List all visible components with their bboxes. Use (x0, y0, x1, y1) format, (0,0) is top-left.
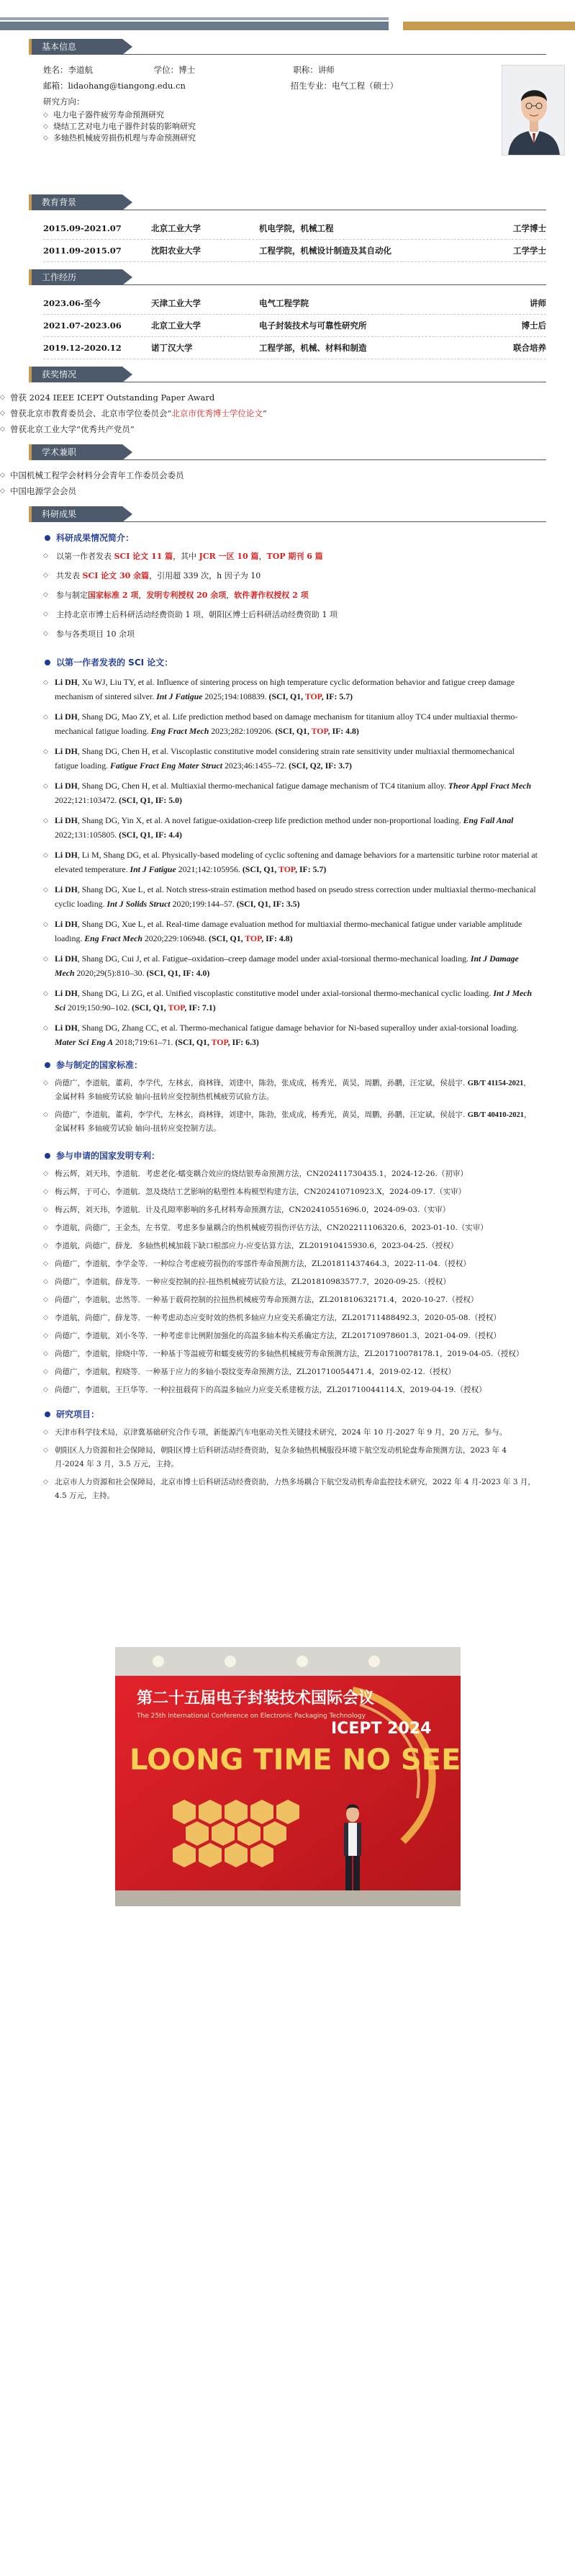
basic-info (0, 62, 575, 189)
paper-first-author: Li DH (55, 781, 78, 791)
paper-index: (SCI, Q1, IF: 3.5) (236, 898, 300, 909)
section-mark (29, 194, 32, 210)
paper-journal: Eng Fract Mech (150, 725, 209, 736)
awards-list (0, 390, 575, 437)
paper-body: , Xu WJ, Liu TY, et al. Influence of sintering process on high temperature cyclic deformation behavior and fatigue creep damage mechanism of sintered silver. (55, 677, 515, 701)
paper-item (43, 987, 546, 1015)
summary-highlight: SCI 论文 30 余篇 (82, 571, 150, 580)
paper-item (43, 883, 546, 911)
conference-photo (115, 1647, 461, 1906)
standard-title: ，金属材料 多轴疲劳试验 轴向-扭转应变控制热机械疲劳试验方法。 (55, 1079, 531, 1101)
paper-body: , Shang DG, Yin X, et al. A novel fatigue-oxidation-creep life prediction method under non-proportional loading. (77, 815, 463, 825)
work-dept: 电气工程学院 (259, 298, 309, 308)
work-dept: 工程学部，机械、材料和制造 (259, 343, 367, 353)
patent-item: ◇ 尚德广，李道航，程晓等．一种基于应力的多轴小裂纹变寿命预测方法，ZL201710054471.4，2019-02-12.（授权） (43, 1365, 546, 1379)
paper-first-author: Li DH (55, 953, 78, 964)
basic-row-2 (43, 78, 546, 94)
paper-impact: , IF: 6.3) (227, 1036, 259, 1047)
standard-item (43, 1108, 546, 1136)
section-mark (29, 39, 32, 55)
summary-text: 参与各类项目 10 余项 (56, 629, 135, 639)
summary-heading: 科研成果情况简介： (43, 529, 546, 547)
section-header-awards (0, 367, 575, 384)
work-period: 2023.06-至今 (43, 298, 101, 308)
paper-item (43, 814, 546, 842)
work-table (0, 292, 575, 359)
patents-heading: 参与申请的国家发明专利： (43, 1147, 546, 1164)
section-header-academic (0, 444, 575, 462)
paper-item (43, 710, 546, 738)
patent-item: ◇ 尚德广，李道航，徐晓中等．一种基于等温疲劳和蠕变疲劳的多轴热机械疲劳寿命预测方法，ZL201710078178.1，2019-04-05.（授权） (43, 1347, 546, 1361)
email-label: 邮箱： (43, 81, 68, 91)
summary-item (43, 605, 546, 624)
paper-journal: Int J Damage Mech (55, 953, 519, 978)
standards-list (43, 1077, 546, 1136)
summary-text: 以第一作者发表 (56, 552, 114, 561)
summary-text: ， (226, 591, 235, 600)
paper-body: , Shang DG, Li ZG, et al. Unified viscoplastic constitutive model under axial-torsional thermo-mechanical cyclic loading. (77, 988, 494, 998)
work-period: 2019.12-2020.12 (43, 343, 122, 353)
paper-top-badge: TOP (245, 933, 262, 943)
paper-impact: , IF: 4.8) (327, 725, 359, 736)
summary-text: 主持北京市博士后科研活动经费资助 1 项、朝阳区博士后科研活动经费资助 1 项 (56, 610, 338, 619)
patent-item: ◇ 梅云辉，刘天玮，李道航．考虑老化-蠕变耦合效应的烧结银寿命预测方法，CN202411730435.1，2024-12-26.（初审） (43, 1167, 546, 1181)
conference-banner-image (115, 1647, 461, 1906)
summary-highlight: JCR 一区 10 篇 (199, 552, 259, 561)
summary-highlight: SCI 论文 11 篇 (114, 552, 173, 561)
section-mark (29, 367, 32, 382)
section-title: 基本信息 (29, 39, 122, 55)
paper-item (43, 952, 546, 980)
title-cell (293, 62, 335, 78)
paper-first-author: Li DH (55, 1023, 78, 1033)
paper-top-badge: TOP (279, 863, 296, 874)
paper-index: (SCI, Q1, IF: 5.0) (119, 794, 182, 805)
education-degree: 工学博士 (513, 223, 546, 233)
degree-label: 学位： (153, 65, 179, 75)
paper-journal: Eng Fract Mech (84, 933, 142, 943)
work-org: 诺丁汉大学 (151, 343, 193, 353)
degree-value: 博士 (178, 65, 196, 75)
degree-cell (154, 62, 291, 78)
paper-index: (SCI, Q1, (209, 933, 245, 943)
project-item: ◇ 北京市人力资源和社会保障局，北京市博士后科研活动经费资助，力热多场耦合下航空发动机寿命监控技术研究，2022 年 4 月-2023 年 3 月，4.5 万元，主持。 (43, 1476, 546, 1503)
paper-journal: Mater Sci Eng A (55, 1036, 114, 1047)
section-header-research (0, 506, 575, 524)
patent-item: ◇ 李道航，尚德广，王金杰，左书堂．考虑多参量耦合的热机械疲劳损伤评估方法，CN202211106320.6，2023-01-10.（实审） (43, 1221, 546, 1235)
work-org: 北京工业大学 (151, 320, 201, 331)
academic-item: ◇ 中国机械工程学会材料分会青年工作委员会委员 (0, 467, 546, 483)
paper-index: (SCI, Q1, IF: 4.4) (119, 829, 182, 840)
banner-bar-gray (0, 22, 389, 30)
email-value[interactable]: lidaohang@tiangong.edu.cn (68, 81, 186, 91)
standard-title: ，金属材料 多轴疲劳试验 轴向-扭转应变控制方法。 (55, 1110, 532, 1133)
paper-body: , Shang DG, Xue L, et al. Real-time damage evaluation method for multiaxial thermo-mechanical fatigue under variable amplitude loading. (55, 919, 522, 943)
paper-volume: 2020;199:144–57. (170, 898, 237, 909)
summary-item (43, 566, 546, 585)
patent-item: ◇ 梅云辉，刘天玮，李道航．计及孔隙率影响的多孔材料寿命预测方法，CN202410551696.0，2024-09-03.（实审） (43, 1203, 546, 1217)
paper-journal: Eng Fail Anal (463, 815, 514, 825)
paper-volume: 2023;282:109206. (209, 725, 276, 736)
directions-list (43, 109, 546, 144)
award-item (0, 421, 546, 437)
paper-index: (SCI, Q1, (175, 1036, 212, 1047)
education-dept: 工程学院，机械设计制造及其自动化 (259, 246, 391, 256)
summary-highlight: TOP 期刊 6 篇 (266, 552, 323, 561)
profile-photo (502, 65, 565, 156)
paper-item (43, 779, 546, 807)
summary-text: ，引用超 339 次，h 因子为 10 (149, 571, 261, 580)
section-header-work (0, 269, 575, 287)
summary-list (43, 547, 546, 644)
conference-title-en: The 25th International Conference on Electronic Packaging Technology (136, 1713, 366, 1720)
standards-heading: 参与制定的国家标准： (43, 1056, 546, 1074)
summary-highlight: 软件著作权授权 2 项 (234, 591, 309, 600)
paper-volume: 2019;150:90–102. (65, 1002, 132, 1013)
major-label: 招生专业： (290, 81, 332, 91)
award-item (0, 390, 546, 405)
research-direction-item: ◇ 电力电子器件疲劳寿命预测研究 (43, 109, 546, 121)
paper-impact: , IF: 5.7) (295, 863, 327, 874)
paper-first-author: Li DH (55, 850, 78, 860)
title-value: 讲师 (317, 65, 335, 75)
projects-heading: 研究项目： (43, 1406, 546, 1423)
summary-item (43, 547, 546, 566)
section-header-education (0, 194, 575, 212)
standard-code: GB/T 40410-2021 (467, 1111, 524, 1119)
education-school: 北京工业大学 (151, 223, 201, 233)
paper-item (43, 917, 546, 946)
paper-body: , Shang DG, Zhang CC, et al. Thermo-mechanical fatigue damage behavior for Ni-based superalloy under axial-torsional loading. (77, 1023, 519, 1033)
work-role: 讲师 (530, 298, 546, 308)
papers-heading: 以第一作者发表的 SCI 论文： (43, 654, 546, 671)
patent-item: ◇ 尚德广，李道航，薛龙等．一种应变控制的拉-扭热机械疲劳试验方法，ZL201810983577.7，2020-09-25.（授权） (43, 1275, 546, 1289)
education-dept: 机电学院，机械工程 (259, 223, 334, 233)
project-item: ◇ 天津市科学技术局，京津冀基础研究合作专项，新能源汽车电驱动关性关键技术研究，2024 年 10 月-2027 年 9 月，20 万元，参与。 (43, 1426, 546, 1440)
research-content (0, 529, 575, 1503)
basic-row-1 (43, 62, 546, 78)
education-period: 2011.09-2015.07 (43, 246, 122, 256)
projects-list (43, 1426, 546, 1503)
work-role: 联合培养 (513, 343, 546, 353)
work-row (43, 337, 546, 359)
patent-item: ◇ 梅云辉，于可心，李道航．忽及烧结工艺影响的粘塑性本构模型构建方法，CN202410710923.X，2024-09-17.（实审） (43, 1185, 546, 1199)
education-row (43, 217, 546, 240)
patent-item: ◇ 尚德广，李道航，王巨华等．一种拉扭载荷下的高温多轴应力应变关系建模方法，ZL201710044114.X，2019-04-19.（授权） (43, 1383, 546, 1397)
summary-text: ，其中 (173, 552, 199, 561)
standard-authors: 尚德广，李道航，董莉，李学代，左林玄，商林锋，刘建中，陈勃，张成成，杨秀光，黄昊，周鹏，孙鹏，汪定斌，侯晨宇. (55, 1110, 468, 1119)
paper-body: , Shang DG, Cui J, et al. Fatigue–oxidation–creep damage model under axial-torsional thermo-mechanical loading. (77, 953, 471, 964)
paper-index: (SCI, Q1, IF: 4.0) (146, 967, 210, 978)
name-cell (43, 62, 151, 78)
paper-impact: , IF: 4.8) (261, 933, 293, 943)
section-mark (29, 506, 32, 522)
footer-space (0, 1906, 575, 2014)
email-cell (43, 78, 288, 94)
section-title: 学术兼职 (29, 444, 122, 460)
paper-first-author: Li DH (55, 815, 78, 825)
name-value: 李道航 (68, 65, 93, 75)
slogan-text: LOONG TIME NO SEE (129, 1743, 461, 1777)
patent-item: ◇ 尚德广，李道航，李学金等．一种综合考虑疲劳损伤的零部件寿命预测方法，ZL201811437464.3，2022-11-04.（授权） (43, 1257, 546, 1271)
patent-item: ◇ 李道航，尚德广，薛龙等．一种考虑动态应变时效的热机多轴应力应变关系确定方法，ZL201711488492.3，2020-05-08.（授权） (43, 1311, 546, 1325)
paper-item (43, 676, 546, 704)
top-banner (0, 0, 575, 33)
award-text: 曾获 2024 IEEE ICEPT Outstanding Paper Award (10, 392, 215, 403)
directions-label: 研究方向： (43, 97, 85, 107)
award-highlight: 北京市优秀博士学位论文 (171, 408, 263, 418)
research-direction-item: ◇ 烧结工艺对电力电子器件封装的影响研究 (43, 121, 546, 133)
education-school: 沈阳农业大学 (151, 246, 201, 256)
paper-first-author: Li DH (55, 712, 78, 722)
summary-text: ， (138, 591, 147, 600)
paper-index: (SCI, Q2, IF: 3.7) (289, 760, 352, 771)
paper-volume: 2020;29(5):810–30. (74, 967, 147, 978)
patent-item: ◇ 尚德广，李道航，刘小冬等．一种考虑非比例附加强化的高温多轴本构关系确定方法，ZL201710978601.3，2021-04-09.（授权） (43, 1329, 546, 1343)
award-text-end: ” (262, 408, 267, 418)
paper-body: , Li M, Shang DG, et al. Physically-based modeling of cyclic softening and damage behaviors for a martensitic turbine rotor material at elevated temperature. (55, 850, 538, 874)
person-portrait (502, 66, 565, 156)
education-period: 2015.09-2021.07 (43, 223, 122, 233)
paper-item (43, 1021, 546, 1049)
summary-highlight: 国家标准 2 项 (88, 591, 139, 600)
name-label: 姓名： (43, 65, 68, 75)
standard-item (43, 1077, 546, 1104)
work-role: 博士后 (521, 320, 546, 331)
paper-body: , Shang DG, Chen H, et al. Multiaxial thermo-mechanical fatigue damage mechanism of TC4 titanium alloy. (77, 781, 448, 791)
paper-index: (SCI, Q1, (242, 863, 279, 874)
research-direction-item: ◇ 多轴热机械疲劳损伤机理与寿命预测研究 (43, 133, 546, 144)
paper-item (43, 745, 546, 773)
summary-text: 共发表 (56, 571, 83, 580)
education-table (0, 217, 575, 262)
paper-impact: , IF: 7.1) (184, 1002, 216, 1013)
work-row (43, 315, 546, 337)
summary-highlight: 发明专利授权 20 余项 (146, 591, 227, 600)
paper-index: (SCI, Q1, (268, 691, 305, 701)
paper-volume: 2023;46:1455–72. (222, 760, 289, 771)
paper-impact: , IF: 5.7) (321, 691, 353, 701)
paper-journal: Int J Fatigue (130, 863, 176, 874)
paper-volume: 2020;229:106948. (142, 933, 209, 943)
paper-journal: Theor Appl Fract Mech (448, 781, 532, 791)
paper-volume: 2025;194:108839. (202, 691, 269, 701)
patents-list (43, 1167, 546, 1397)
patent-item: ◇ 李道航，尚德广，薛龙．多轴热机械加载下缺口根部应力-应变估算方法，ZL201910415930.6，2023-04-25.（授权） (43, 1239, 546, 1253)
section-title: 科研成果 (29, 506, 122, 522)
paper-item (43, 848, 546, 876)
paper-body: , Shang DG, Chen H, et al. Viscoplastic constitutive model considering strain rate sensitivity under multiaxial thermomechanical fatigue loading. (55, 746, 515, 771)
banner-stripe (0, 17, 389, 20)
section-header-basic (0, 39, 575, 56)
paper-journal: Int J Mech Sci (55, 988, 533, 1013)
project-item: ◇ 朝阳区人力资源和社会保障局，朝阳区博士后科研活动经费资助，复杂多轴热机械服役环境下航空发动机轮盘寿命预测方法，2023 年 4 月-2024 年 3 月，3.5 万元，主持。 (43, 1444, 546, 1471)
standard-code: GB/T 41154-2021 (467, 1080, 524, 1087)
section-mark (29, 444, 32, 460)
section-title: 教育背景 (29, 194, 122, 210)
academic-list (0, 467, 575, 499)
major-cell (291, 78, 399, 94)
paper-first-author: Li DH (55, 988, 78, 998)
paper-first-author: Li DH (55, 919, 78, 929)
paper-journal: Int J Fatigue (156, 691, 203, 701)
paper-top-badge: TOP (311, 725, 328, 736)
education-degree: 工学学士 (513, 246, 546, 256)
paper-first-author: Li DH (55, 884, 78, 894)
paper-first-author: Li DH (55, 677, 78, 687)
summary-item (43, 624, 546, 644)
section-mark (29, 269, 32, 285)
event-name: ICEPT 2024 (330, 1720, 431, 1738)
paper-body: , Shang DG, Xue L, et al. Notch stress-strain estimation method based on pseudo stress correction under multiaxial thermo-mechanical cyclic loading. (55, 884, 536, 909)
paper-top-badge: TOP (211, 1036, 228, 1047)
summary-text: ， (258, 552, 267, 561)
award-text: 曾获北京工业大学“优秀共产党员” (10, 424, 135, 434)
summary-item (43, 585, 546, 605)
paper-volume: 2022;121:103472. (55, 794, 119, 805)
papers-list (43, 676, 546, 1049)
education-row (43, 240, 546, 262)
standard-authors: 尚德广，李道航，董莉，李学代，左林玄，商林锋，刘建中，陈勃，张成成，杨秀光，黄昊，周鹏，孙鹏，汪定斌，侯晨宇. (55, 1079, 468, 1087)
academic-item: ◇ 中国电源学会会员 (0, 483, 546, 499)
paper-top-badge: TOP (168, 1002, 185, 1013)
major-value: 电气工程（硕士） (332, 81, 399, 91)
banner-bar-gold (403, 22, 575, 30)
paper-index: (SCI, Q1, (275, 725, 312, 736)
section-title: 工作经历 (29, 269, 122, 285)
paper-index: (SCI, Q1, (132, 1002, 168, 1013)
conference-title-cn: 第二十五届电子封装技术国际会议 (136, 1689, 374, 1707)
paper-volume: 2018;719:61–71. (113, 1036, 176, 1047)
paper-volume: 2022;131:105805. (55, 829, 119, 840)
paper-volume: 2021;142:105956. (176, 863, 243, 874)
work-dept: 电子封装技术与可靠性研究所 (259, 320, 367, 331)
award-text: 曾获北京市教育委员会、北京市学位委员会“ (10, 408, 172, 418)
paper-journal: Fatigue Fract Eng Mater Struct (110, 760, 223, 771)
work-row (43, 292, 546, 315)
title-label: 职称： (293, 65, 318, 75)
section-title: 获奖情况 (29, 367, 122, 382)
patent-item: ◇ 尚德广，李道航，忠然等．一种基于载荷控制的拉扭热机械疲劳寿命预测方法，ZL201810632171.4，2020-10-27.（授权） (43, 1293, 546, 1307)
work-org: 天津工业大学 (151, 298, 201, 308)
paper-top-badge: TOP (304, 691, 322, 701)
summary-text: 参与制定 (56, 591, 88, 600)
work-period: 2021.07-2023.06 (43, 320, 122, 331)
award-item (0, 405, 546, 421)
paper-body: , Shang DG, Mao ZY, et al. Life prediction method based on damage mechanism for titanium alloy TC4 under multiaxial thermo-mechanical fatigue loading. (55, 712, 518, 736)
paper-journal: Int J Solids Struct (107, 898, 171, 909)
paper-first-author: Li DH (55, 746, 78, 756)
